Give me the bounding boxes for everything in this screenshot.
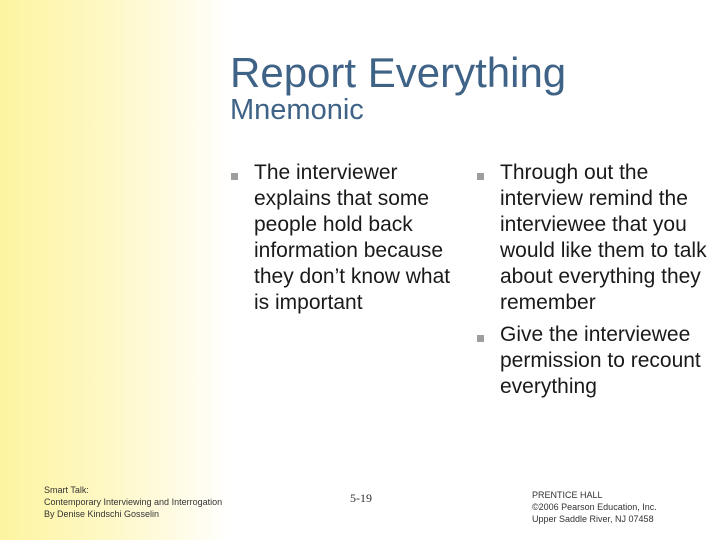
footer-book-line: Smart Talk: bbox=[44, 485, 89, 495]
page-number: 5-19 bbox=[350, 491, 372, 505]
background-gradient bbox=[0, 0, 230, 540]
bullet-text: The interviewer explains that some people hold back information because they don’t know what is important bbox=[254, 161, 451, 314]
footer-book-credit bbox=[44, 484, 222, 520]
bullet-item bbox=[254, 160, 464, 316]
bullet-text: Give the interviewee permission to recount everything bbox=[500, 323, 701, 398]
bullet-item bbox=[500, 160, 710, 316]
right-bullet-column bbox=[500, 160, 710, 406]
square-bullet-icon bbox=[231, 173, 238, 180]
slide-subtitle: Mnemonic bbox=[230, 94, 364, 126]
bullet-text: Through out the interview remind the interviewee that you would like them to talk about everything they remember bbox=[500, 161, 707, 314]
footer-publisher-credit bbox=[532, 489, 657, 525]
footer-book-line: Contemporary Interviewing and Interrogation bbox=[44, 497, 223, 507]
slide-title: Report Everything bbox=[230, 49, 567, 96]
footer-publisher-line: Upper Saddle River, NJ 07458 bbox=[532, 514, 654, 524]
left-bullet-column bbox=[254, 160, 464, 322]
footer-book-line: By Denise Kindschi Gosselin bbox=[44, 509, 160, 519]
footer-publisher-line: PRENTICE HALL bbox=[532, 490, 603, 500]
square-bullet-icon bbox=[477, 173, 484, 180]
footer-publisher-line: ©2006 Pearson Education, Inc. bbox=[532, 502, 657, 512]
bullet-item bbox=[500, 322, 710, 400]
square-bullet-icon bbox=[477, 335, 484, 342]
